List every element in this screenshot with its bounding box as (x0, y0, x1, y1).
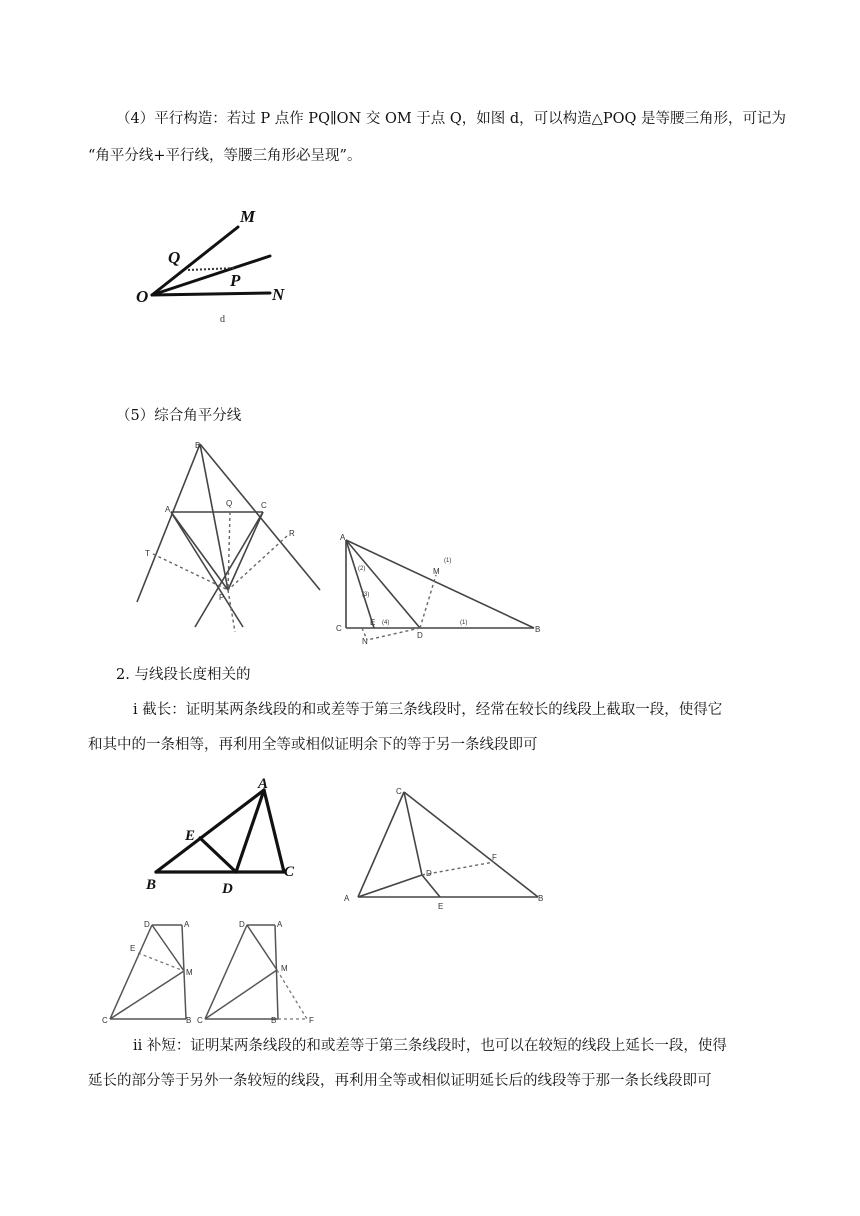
label-m: M (281, 964, 288, 973)
label-q: Q (168, 248, 181, 267)
label-q: Q (226, 499, 233, 508)
label-n: N (362, 637, 368, 646)
item2-heading: 2. 与线段长度相关的 (116, 667, 251, 683)
label-a: A (258, 776, 269, 792)
label-p: P (230, 271, 241, 290)
section4-line1: （4）平行构造：若过 P 点作 PQ∥ON 交 OM 于点 Q，如图 d，可以构造△POQ 是等腰三角形，可记为 (116, 111, 786, 127)
item-ii-line1: ⅱ 补短：证明某两条线段的和或差等于第三条线段时，也可以在较短的线段上延长一段，使得 (133, 1038, 727, 1054)
label-m: M (240, 207, 256, 226)
label-c: C (336, 624, 342, 633)
label-b: B (271, 1016, 277, 1025)
mark-4: (4) (382, 620, 390, 626)
label-c: C (102, 1016, 108, 1025)
figure-d (130, 200, 310, 330)
label-d: D (222, 881, 233, 897)
label-e: E (130, 944, 136, 953)
label-m: M (186, 968, 193, 977)
label-a: A (344, 894, 350, 903)
figure-caption: d (220, 314, 225, 325)
ray-om (152, 227, 238, 295)
label-a: A (277, 920, 283, 929)
mark-2: (2) (358, 566, 366, 572)
label-e: E (185, 828, 196, 844)
label-n: N (272, 285, 285, 304)
mark-1: (1) (444, 558, 452, 564)
label-d: D (239, 920, 245, 929)
figure-6a (140, 772, 305, 897)
label-b: B (535, 625, 541, 634)
label-a: A (340, 533, 346, 542)
label-m: M (433, 567, 440, 576)
label-t: T (145, 549, 150, 558)
label-f: F (309, 1016, 314, 1025)
mark-5: (1) (460, 620, 468, 626)
label-c: C (261, 501, 267, 510)
item-ii-line2: 延长的部分等于另外一条较短的线段，再利用全等或相似证明延长后的线段等于那一条长线段即可 (88, 1073, 712, 1089)
label-e: E (370, 618, 376, 627)
label-b: B (146, 877, 157, 893)
label-b: B (538, 894, 544, 903)
label-a: A (184, 920, 190, 929)
figure-5a (125, 432, 335, 637)
item-i-line1: ⅰ 截长：证明某两条线段的和或差等于第三条线段时，经常在较长的线段上截取一段，使得它 (133, 702, 723, 718)
section5-title: （5）综合角平分线 (116, 408, 242, 424)
section4-line2: “角平分线+平行线，等腰三角形必呈现”。 (88, 148, 362, 164)
label-b: B (195, 441, 201, 450)
figure-7b (195, 915, 325, 1027)
label-b: B (186, 1016, 192, 1025)
label-r: R (289, 529, 295, 538)
label-c: C (396, 787, 402, 796)
label-e: E (438, 902, 444, 910)
label-c: C (197, 1016, 203, 1025)
label-c: C (284, 864, 295, 880)
label-o: O (136, 287, 149, 306)
ray-on (152, 293, 270, 295)
label-f: F (492, 853, 497, 862)
figure-6b (338, 780, 553, 910)
item-i-line2: 和其中的一条相等，再利用全等或相似证明余下的等于另一条线段即可 (88, 737, 538, 753)
label-p: P (219, 593, 225, 602)
label-d: D (417, 631, 423, 640)
figure-5b (332, 530, 552, 648)
mark-3: (3) (362, 592, 370, 598)
label-d: D (426, 869, 432, 878)
figure-7a (100, 915, 200, 1027)
label-a: A (165, 505, 171, 514)
label-d: D (144, 920, 150, 929)
